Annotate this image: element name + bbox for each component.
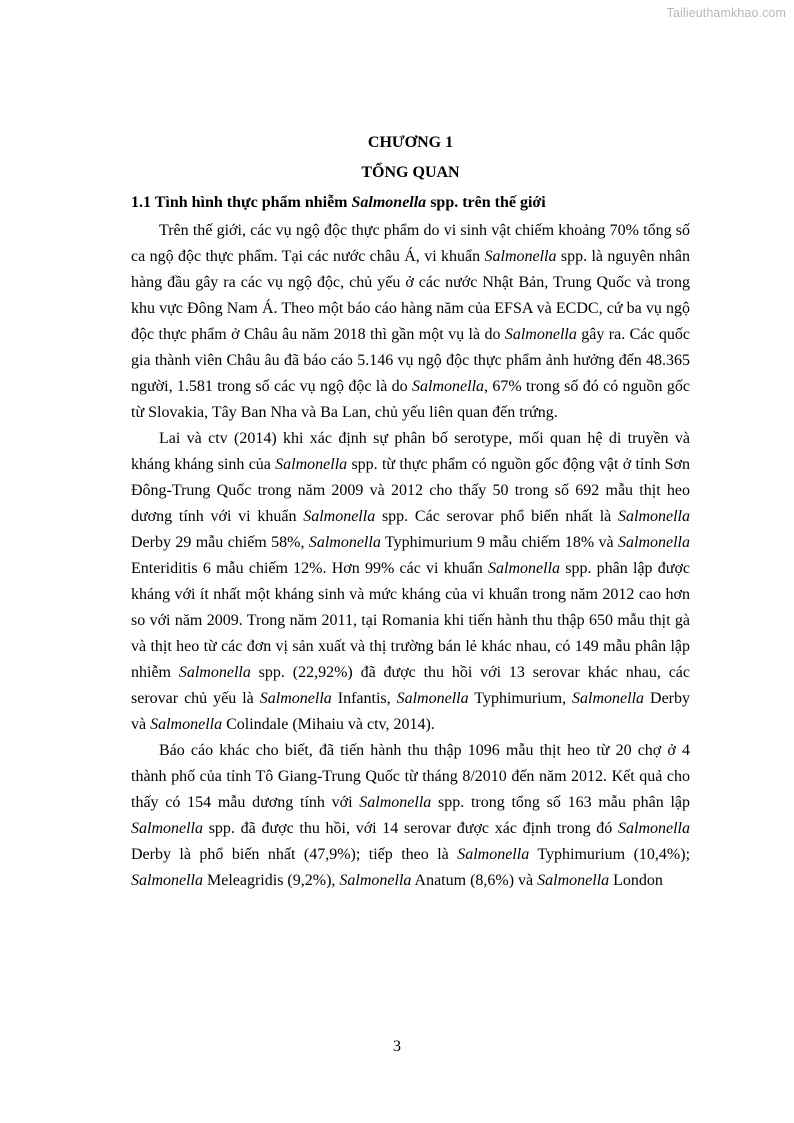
text-run: Enteriditis 6 mẫu chiếm 12%. Hơn 99% các vi khuẩn [131,560,489,577]
section-number: 1.1 [131,194,151,211]
paragraph-2 [131,426,690,738]
text-run: Trên thế giới, các vụ ngộ độc thực phẩm do vi sinh vật chiếm khoảng 70% tổng số ca ngộ độc thực phẩm. Tại các nước châu Á, vi khuẩn [131,222,690,265]
italic-term: Salmonella [396,690,469,707]
text-run: Báo cáo khác cho biết, đã tiến hành thu thập 1096 mẫu thịt heo từ 20 chợ ở 4 thành phố của tỉnh Tô Giang-Trung Quốc từ tháng 8/2010 đến năm 2012. Kết quả cho thấy có 154 mẫu dương tính với [131,742,690,811]
section-text-after: spp. trên thế giới [430,194,546,211]
italic-term: Salmonella [259,690,332,707]
paragraph-3 [131,738,690,894]
italic-term: Salmonella [618,508,690,525]
text-run: London [609,872,663,889]
text-run: spp. Các serovar phổ biến nhất là [375,508,618,525]
text-run: , 67% trong số đó có nguồn gốc từ Slovakia, Tây Ban Nha và Ba Lan, chủ yếu liên quan đến trứng. [131,378,691,421]
watermark-text: Tailieuthamkhao.com [666,6,786,20]
text-run: spp. là nguyên nhân hàng đầu gây ra các vụ ngộ độc, chủ yếu ở các nước Nhật Bản, Trung Quốc và trong khu vực Đông Nam Á. Theo một báo cáo hàng năm của EFSA và ECDC, cứ ba vụ ngộ độc thực phẩm ở Châu âu năm 2018 thì gần một vụ là do [131,248,690,343]
italic-term: Salmonella [359,794,432,811]
text-run: spp. (22,92%) đã được thu hồi với 13 serovar khác nhau, các serovar chủ yếu là [131,664,690,707]
italic-term: Salmonella [618,534,690,551]
italic-term: Salmonella [339,872,412,889]
text-run: Lai và ctv (2014) khi xác định sự phân bố serotype, mối quan hệ di truyền và kháng kháng sinh của [131,430,690,473]
italic-term: Salmonella [457,846,530,863]
text-run: Typhimurium, [468,690,573,707]
italic-term: Salmonella [504,326,577,343]
chapter-title: TỔNG QUAN [361,164,460,181]
section-text-before: Tình hình thực phẩm nhiễm [154,194,348,211]
text-run: Typhimurium (10,4%); [529,846,691,863]
chapter-heading: CHƯƠNG 1 [367,134,454,151]
text-run: Derby và [131,690,691,733]
document-body [131,130,690,894]
italic-term: Salmonella [275,456,348,473]
section-italic-term: Salmonella [351,194,427,211]
italic-term: Salmonella [618,820,690,837]
italic-term: Salmonella [412,378,485,395]
text-run: spp. trong tổng số 163 mẫu phân lập [431,794,690,811]
italic-term: Salmonella [484,248,557,265]
text-run: spp. phân lập được kháng với ít nhất một kháng sinh và mức kháng của vi khuẩn trong năm 2012 cao hơn so với năm 2009. Trong năm 2011, tại Romania khi tiến hành thu thập 650 mẫu thịt gà và thịt heo từ các đơn vị sản xuất và thị trường bán lẻ khác nhau, có 149 mẫu phân lập nhiễm [131,560,690,681]
text-run: Anatum (8,6%) và [411,872,538,889]
italic-term: Salmonella [308,534,381,551]
text-run: Infantis, [331,690,397,707]
text-run: spp. từ thực phẩm có nguồn gốc động vật ở tỉnh Sơn Đông-Trung Quốc trong năm 2009 và 2012 cho thấy 50 trong số 692 mẫu thịt heo dương tính với vi khuẩn [131,456,690,525]
italic-term: Salmonella [178,664,251,681]
page-number: 3 [393,1038,401,1055]
italic-term: Salmonella [488,560,561,577]
text-run: Typhimurium 9 mẫu chiếm 18% và [380,534,618,551]
italic-term: Salmonella [150,716,223,733]
text-run: spp. đã được thu hồi, với 14 serovar được xác định trong đó [203,820,618,837]
italic-term: Salmonella [572,690,645,707]
text-run: Colindale (Mihaiu và ctv, 2014). [222,716,435,733]
text-run: Meleagridis (9,2%), [203,872,340,889]
italic-term: Salmonella [537,872,610,889]
italic-term: Salmonella [131,820,203,837]
text-run: Derby là phổ biến nhất (47,9%); tiếp theo là [131,846,458,863]
text-run: Derby 29 mẫu chiếm 58%, [131,534,309,551]
italic-term: Salmonella [303,508,376,525]
paragraph-1 [131,218,690,426]
italic-term: Salmonella [131,872,203,889]
text-run: gây ra. Các quốc gia thành viên Châu âu đã báo cáo 5.146 vụ ngộ độc thực phẩm ảnh hưởng đến 48.365 người, 1.581 trong số các vụ ngộ độc là do [131,326,690,395]
section-heading [131,190,690,216]
